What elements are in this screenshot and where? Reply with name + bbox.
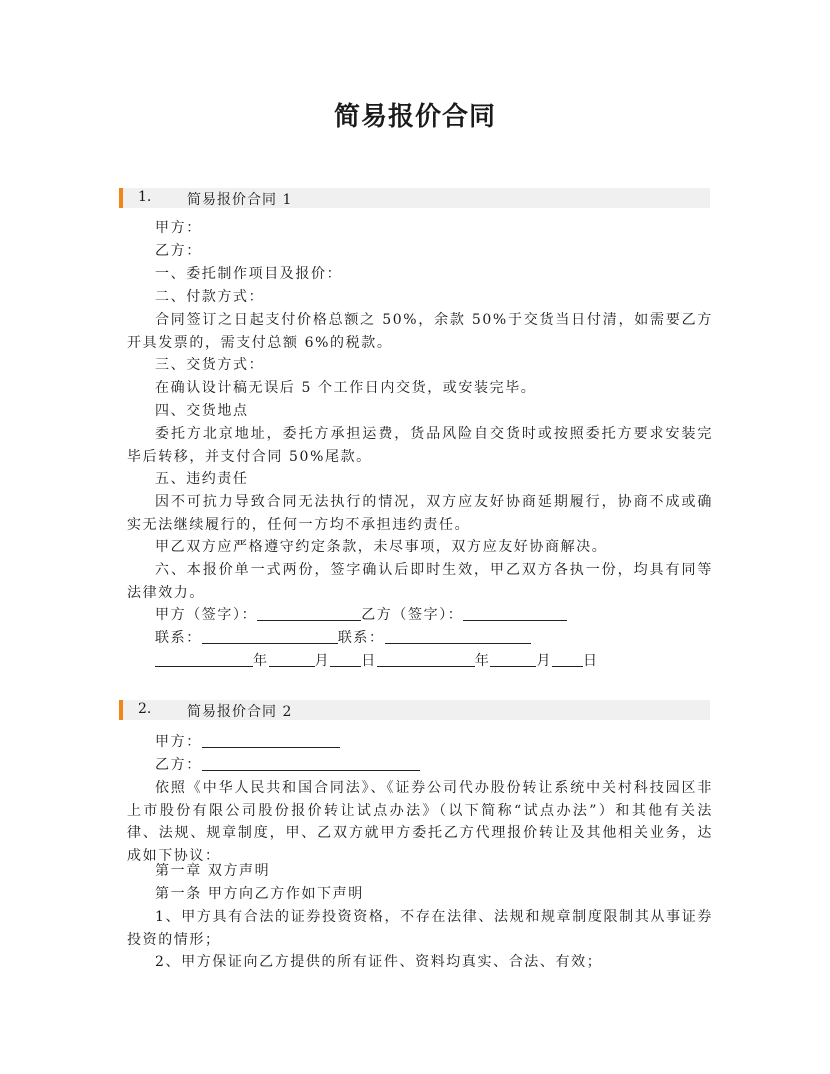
article-1: 第一条 甲方向乙方作如下声明 <box>155 886 364 902</box>
clause-2: 2、甲方保证向乙方提供的所有证件、资料均真实、合法、有效； <box>155 954 603 970</box>
month-b-blank[interactable] <box>490 652 536 667</box>
section-heading: 简易报价合同 2 <box>187 704 293 720</box>
breach-paragraph-1: 因不可抗力导致合同无法执行的情况，双方应友好协商延期履行，协商不成或确实无法继续履行的，任何一方均不承担违约责任。 <box>127 494 713 533</box>
section-accent-bar <box>119 700 123 720</box>
contact-b-blank[interactable] <box>385 629 531 644</box>
year-b-label: 年 <box>474 653 491 669</box>
contact-a-blank[interactable] <box>202 629 338 644</box>
day-a-label: 日 <box>361 653 377 669</box>
s2-party-b-label: 乙方： <box>155 757 202 773</box>
day-b-blank[interactable] <box>552 652 583 667</box>
document-title: 简易报价合同 <box>333 102 496 132</box>
month-b-label: 月 <box>536 653 553 669</box>
item-4: 四、交货地点 <box>155 403 249 419</box>
signature-line <box>155 604 567 626</box>
s2-party-b-blank[interactable] <box>202 756 420 771</box>
delivery-paragraph: 在确认设计稿无误后 5 个工作日内交货，或安装完毕。 <box>155 380 537 396</box>
s2-party-a-blank[interactable] <box>202 733 340 748</box>
year-a-label: 年 <box>253 653 269 669</box>
chapter-1: 第一章 双方声明 <box>155 863 271 879</box>
s2-party-b-line <box>155 754 420 776</box>
contact-a-label: 联系： <box>155 630 202 646</box>
s2-party-a-label: 甲方： <box>155 734 202 750</box>
s2-party-a-line <box>155 731 340 753</box>
intro-paragraph: 依照《中华人民共和国合同法》、《证券公司代办股份转让系统中关村科技园区非上市股份有限公司股份报价转让试点办法》（以下简称“试点办法”）和其他有关法律、法规、规章制度，甲、乙双方就甲方委托乙方代理报价转让及其他相关业务，达成如下协议： <box>127 780 713 864</box>
sign-b-blank[interactable] <box>463 606 567 621</box>
section-number: 1. <box>138 189 152 205</box>
month-a-blank[interactable] <box>269 652 315 667</box>
day-a-blank[interactable] <box>330 652 361 667</box>
sign-a-label: 甲方（签字）： <box>155 607 258 623</box>
item-2: 二、付款方式： <box>155 289 265 305</box>
party-b-line: 乙方： <box>155 243 202 259</box>
section-1-header <box>119 188 710 208</box>
payment-paragraph: 合同签订之日起支付价格总额之 50%，余款 50%于交货当日付清，如需要乙方开具发票的，需支付总额 6%的税款。 <box>127 312 713 351</box>
section-2-header <box>119 700 710 720</box>
contact-b-label: 联系： <box>337 630 385 646</box>
party-a-line: 甲方： <box>155 220 202 236</box>
item-5: 五、违约责任 <box>155 471 249 487</box>
section-number: 2. <box>138 701 152 717</box>
sign-b-label: 乙方（签字）： <box>361 607 464 623</box>
contact-line <box>155 627 531 649</box>
day-b-label: 日 <box>583 653 599 669</box>
item-3: 三、交货方式： <box>155 357 265 373</box>
clause-1: 1、甲方具有合法的证券投资资格，不存在法律、法规和规章制度限制其从事证券投资的情形； <box>127 909 713 948</box>
year-a-blank[interactable] <box>155 652 253 667</box>
section-accent-bar <box>119 188 123 208</box>
year-b-blank[interactable] <box>377 652 475 667</box>
section-heading: 简易报价合同 1 <box>187 192 293 208</box>
date-line <box>155 650 599 672</box>
item-1: 一、委托制作项目及报价： <box>155 266 343 282</box>
month-a-label: 月 <box>314 653 331 669</box>
sign-a-blank[interactable] <box>257 606 361 621</box>
location-paragraph: 委托方北京地址，委托方承担运费，货品风险自交货时或按照委托方要求安装完毕后转移，并支付合同 50%尾款。 <box>127 426 713 465</box>
item-6: 六、本报价单一式两份，签字确认后即时生效，甲乙双方各执一份，均具有同等法律效力。 <box>127 562 713 601</box>
breach-paragraph-2: 甲乙双方应严格遵守约定条款，未尽事项，双方应友好协商解决。 <box>155 539 608 555</box>
